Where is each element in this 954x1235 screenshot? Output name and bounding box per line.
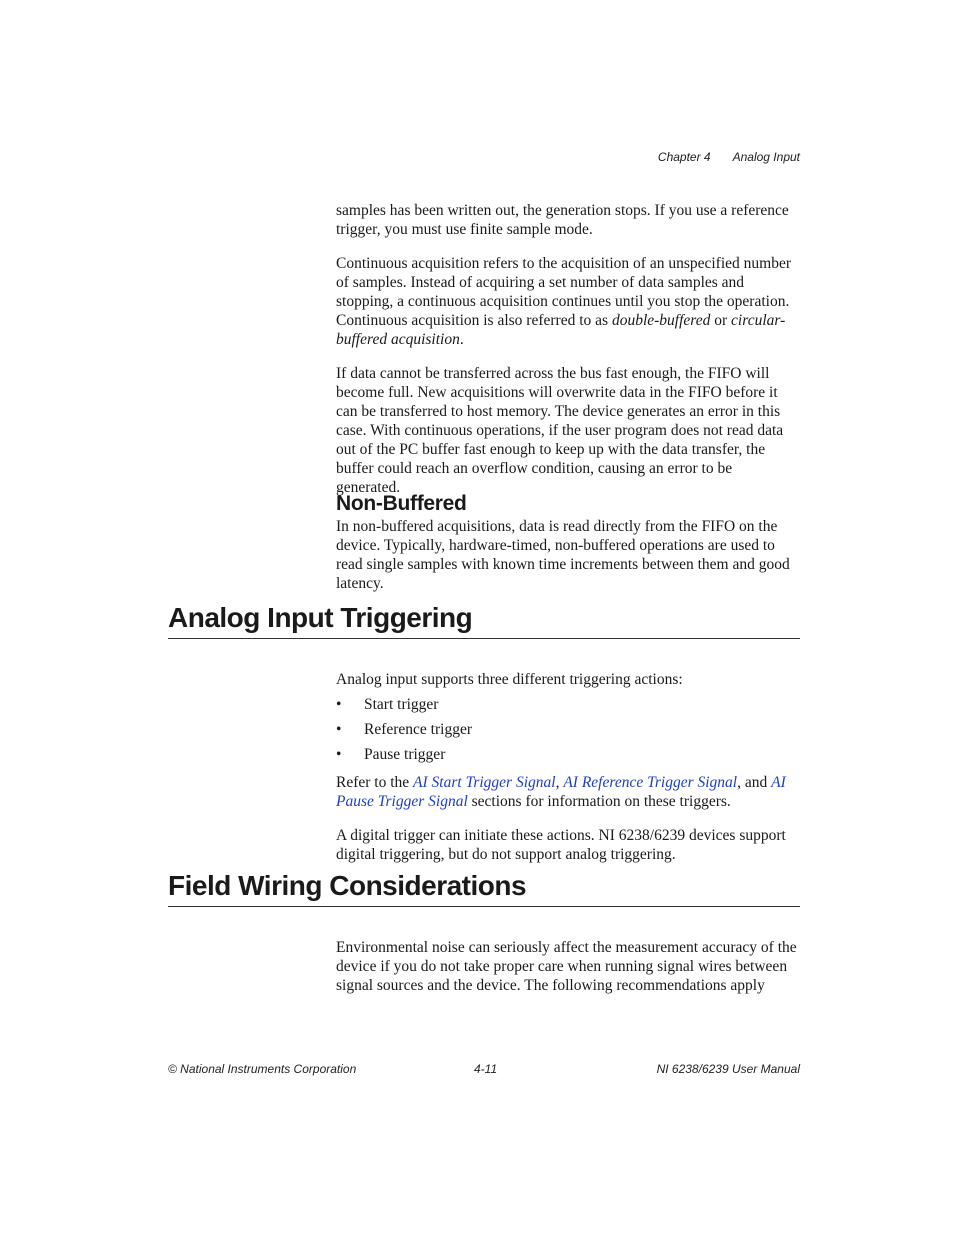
list-item <box>336 695 798 714</box>
footer-copyright: © National Instruments Corporation <box>168 1062 357 1076</box>
bullet-icon: • <box>336 696 342 713</box>
paragraph-non-buffered: In non-buffered acquisitions, data is read directly from the FIFO on the device. Typically, hardware-timed, non-buffered operations are used to read single samples with known time increments between them and good latency. <box>336 518 790 592</box>
link-ai-pause-trigger[interactable]: AI Pause Trigger Signal <box>336 774 786 810</box>
trigger-list <box>336 695 798 764</box>
text-span: or <box>710 312 732 329</box>
emphasis-double-buffered: double-buffered <box>611 312 711 329</box>
list-item-label: Pause trigger <box>364 746 446 763</box>
link-ai-reference-trigger[interactable]: AI Reference Trigger Signal <box>563 774 738 791</box>
paragraph-refer <box>336 773 798 811</box>
non-buffered-section <box>336 494 798 593</box>
link-ai-start-trigger[interactable]: AI Start Trigger Signal <box>413 774 556 791</box>
list-item <box>336 745 798 764</box>
text-span: , and <box>737 774 772 791</box>
field-wiring-section <box>336 938 798 995</box>
emphasis-circular-buffered: circular-buffered acquisition <box>336 312 786 348</box>
paragraph-continuous-acquisition <box>336 254 798 349</box>
paragraph-fifo-overflow: If data cannot be transferred across the bus fast enough, the FIFO will become full. New acquisitions will overwrite data in the FIFO before it can be transferred to host memory. The device generates an error in this case. With continuous operations, if the user program does not read data out of the PC buffer fast enough to keep up with the data transfer, the buffer could reach an overflow condition, causing an error to be generated. <box>336 365 784 496</box>
text-span: , <box>555 774 564 791</box>
list-item-label: Reference trigger <box>364 721 473 738</box>
paragraph-triggering-intro: Analog input supports three different triggering actions: <box>336 671 683 688</box>
text-span: sections for information on these triggers. <box>467 793 731 810</box>
footer-manual-title: NI 6238/6239 User Manual <box>656 1062 800 1076</box>
heading-analog-input-triggering: Analog Input Triggering <box>168 602 800 639</box>
continued-section <box>336 201 798 497</box>
header-chapter: Chapter 4 <box>657 150 711 164</box>
triggering-section <box>336 670 798 864</box>
text-span: Continuous acquisition refers to the acquisition of an unspecified number of samples. Instead of acquiring a set number of data samples and stopping, a continuous acquisition continues until you stop the operation. Continuous acquisition is also referred to as <box>336 255 791 329</box>
text-span: Refer to the <box>336 774 414 791</box>
bullet-icon: • <box>336 721 342 738</box>
paragraph-continued: samples has been written out, the generation stops. If you use a reference trigger, you must use finite sample mode. <box>336 202 789 238</box>
header-section: Analog Input <box>732 150 800 164</box>
list-item <box>336 720 798 739</box>
bullet-icon: • <box>336 746 342 763</box>
paragraph-field-wiring: Environmental noise can seriously affect the measurement accuracy of the device if you do not take proper care when running signal wires between signal sources and the device. The following recommendations apply <box>336 939 797 994</box>
list-item-label: Start trigger <box>364 696 439 713</box>
running-header <box>658 150 800 164</box>
heading-field-wiring: Field Wiring Considerations <box>168 870 800 907</box>
footer-page-number: 4-11 <box>474 1062 498 1076</box>
text-span: . <box>459 331 464 348</box>
subheading-non-buffered: Non-Buffered <box>336 492 467 515</box>
paragraph-digital-trigger: A digital trigger can initiate these actions. NI 6238/6239 devices support digital triggering, but do not support analog triggering. <box>336 827 786 863</box>
